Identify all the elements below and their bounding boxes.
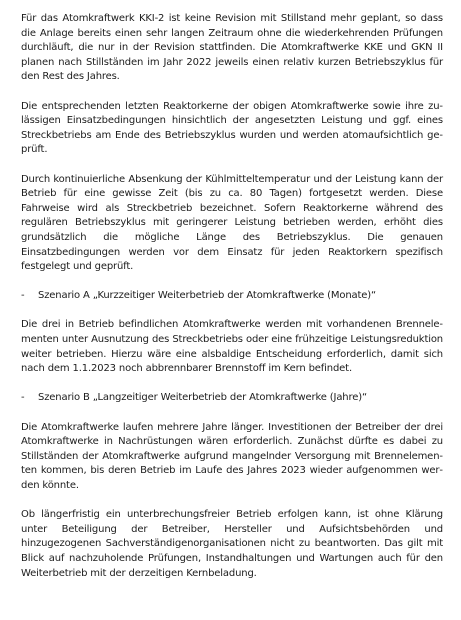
- paragraph-streckbetrieb: Durch kontinuierliche Absenkung der Kühlmitteltemperatur und der Leistung kann der Betrieb für eine gewisse Zeit (bis zu ca. 80 Tagen) fortgesetzt werden. Diese Fahrweise wird als Streckbetrieb bezeichnet. Sofern Reaktorkerne während des regulären Betriebszyklus mit geringerer Leistung betrieben werden, erhöht dies grundsätzlich die mögliche Länge des Betriebszyklus. Die genauen Einsatzbedingungen werden vor dem Einsatz für jeden Reaktorkern spezifisch festgelegt und geprüft.: [21, 173, 443, 273]
- scenario-b-heading: [21, 391, 443, 406]
- paragraph-scenario-b: Die Atomkraftwerke laufen mehrere Jahre länger. Investitionen der Betreiber der drei Atomkraftwerke in Nachrüstungen wären erforderlich. Zunächst dürfte es dabei zu Stillständen der Atomkraftwerke aufgrund mangelnder Versorgung mit Brennelementen kommen, bis deren Betrieb im Laufe des Jahres 2023 wieder aufgenommen werden könnte.: [21, 421, 443, 491]
- paragraph-kki2-revision: Für das Atomkraftwerk KKI-2 ist keine Revision mit Stillstand mehr geplant, so dass die Anlage bereits einen sehr langen Zeitraum ohne die wiederkehrenden Prüfungen durchläuft, die nur in der Revision stattfinden. Die Atomkraftwerke KKE und GKN II planen nach Stillständen im Jahr 2022 jeweils einen relativ kurzen Betriebszyklus für den Rest des Jahres.: [21, 13, 443, 83]
- scenario-a-label: Szenario A „Kurzzeitiger Weiterbetrieb der Atomkraftwerke (Monate)“: [38, 290, 377, 302]
- scenario-b-label: Szenario B „Langzeitiger Weiterbetrieb der Atomkraftwerke (Jahre)“: [38, 392, 368, 404]
- paragraph-reaktorkerne-pruefung: Die entsprechenden letzten Reaktorkerne der obigen Atomkraftwerke sowie ihre zulässigen Einsatzbedingungen hinsichtlich der angesetzten Leistung und ggf. eines Streckbetriebs am Ende des Betriebszyklus wurden und werden atomaufsichtlich geprüft.: [21, 100, 443, 156]
- paragraph-unterbrechungsfreier-betrieb: Ob längerfristig ein unterbrechungsfreier Betrieb erfolgen kann, ist ohne Klärung unter Beteiligung der Betreiber, Hersteller und Aufsichtsbehörden und hinzugezogenen Sachverständigenorganisationen nicht zu beantworten. Das gilt mit Blick auf nachzuholende Prüfungen, Instandhaltungen und Wartungen auch für den Weiterbetrieb mit der derzeitigen Kernbeladung.: [21, 509, 443, 579]
- list-dash: -: [21, 290, 25, 302]
- list-dash: -: [21, 392, 25, 404]
- scenario-a-heading: [21, 289, 443, 304]
- paragraph-scenario-a: Die drei in Betrieb befindlichen Atomkraftwerke werden mit vorhandenen Brennelementen unter Ausnutzung des Streckbetriebs oder eine frühzeitige Leistungsreduktion weiter betrieben. Hierzu wäre eine alsbaldige Entscheidung erforderlich, damit sich nach dem 1.1.2023 noch abbrennbarer Brennstoff im Kern befindet.: [21, 319, 443, 375]
- document-page: [21, 12, 443, 596]
